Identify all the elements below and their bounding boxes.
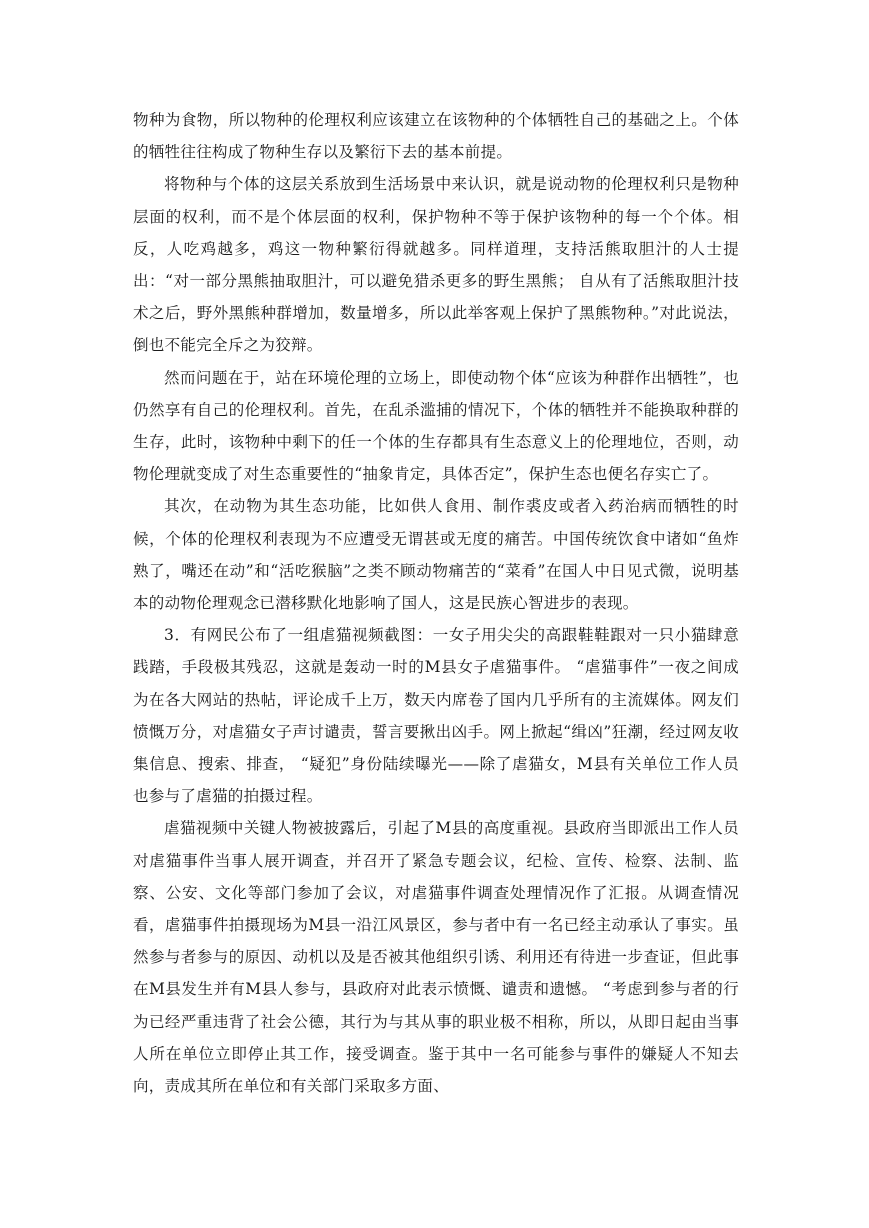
paragraph-2: 将物种与个体的这层关系放到生活场景中来认识，就是说动物的伦理权利只是物种层面的权利，而不是个体层面的权利，保护物种不等于保护该物种的每一个个体。相反，人吃鸡越多，鸡这一物种繁衍得就越多。同样道理，支持活熊取胆汁的人士提出：“对一部分黑熊抽取胆汁，可以避免猎杀更多的野生黑熊； 自从有了活熊取胆汁技术之后，野外黑熊种群增加，数量增多，所以此举客观上保护了黑熊物种。”对此说法，倒也不能完全斥之为狡辩。 [133, 175, 739, 355]
paragraph-4: 其次，在动物为其生态功能，比如供人食用、制作裘皮或者入药治病而牺牲的时候，个体的伦理权利表现为不应遭受无谓甚或无度的痛苦。中国传统饮食中诸如“鱼炸熟了，嘴还在动”和“活吃猴脑”之类不顾动物痛苦的“菜肴”在国人中日见式微，说明基本的动物伦理观念已潜移默化地影响了国人，这是民族心智进步的表现。 [133, 497, 739, 613]
paragraph-1: 物种为食物，所以物种的伦理权利应该建立在该物种的个体牺牲自己的基础之上。个体的牺牲往往构成了物种生存以及繁衍下去的基本前提。 [133, 111, 739, 162]
document-page [133, 104, 739, 1102]
paragraph-5: 3．有网民公布了一组虐猫视频截图：一女子用尖尖的高跟鞋鞋跟对一只小猫肆意践踏，手段极其残忍，这就是轰动一时的M县女子虐猫事件。 “虐猫事件”一夜之间成为在各大网站的热帖，评论成千上万，数天内席卷了国内几乎所有的主流媒体。网友们愤慨万分，对虐猫女子声讨谴责，誓言要揪出凶手。网上掀起“缉凶”狂潮，经过网友收集信息、搜索、排查， “疑犯”身份陆续曝光——除了虐猫女，M县有关单位工作人员也参与了虐猫的拍摄过程。 [133, 626, 739, 806]
paragraph-6: 虐猫视频中关键人物被披露后，引起了M县的高度重视。县政府当即派出工作人员对虐猫事件当事人展开调查，并召开了紧急专题会议，纪检、宣传、检察、法制、监察、公安、文化等部门参加了会议，对虐猫事件调查处理情况作了汇报。从调查情况看，虐猫事件拍摄现场为M县一沿江风景区，参与者中有一名已经主动承认了事实。虽然参与者参与的原因、动机以及是否被其他组织引诱、利用还有待进一步查证，但此事在M县发生并有M县人参与，县政府对此表示愤慨、谴责和遗憾。 “考虑到参与者的行为已经严重违背了社会公德，其行为与其从事的职业极不相称，所以，从即日起由当事人所在单位立即停止其工作，接受调查。鉴于其中一名可能参与事件的嫌疑人不知去向，责成其所在单位和有关部门采取多方面、 [133, 819, 739, 1096]
paragraph-3: 然而问题在于，站在环境伦理的立场上，即使动物个体“应该为种群作出牺牲”，也仍然享有自己的伦理权利。首先，在乱杀滥捕的情况下，个体的牺牲并不能换取种群的生存，此时，该物种中剩下的任一个体的生存都具有生态意义上的伦理地位，否则，动物伦理就变成了对生态重要性的“抽象肯定，具体否定”，保护生态也便名存实亡了。 [133, 368, 739, 484]
